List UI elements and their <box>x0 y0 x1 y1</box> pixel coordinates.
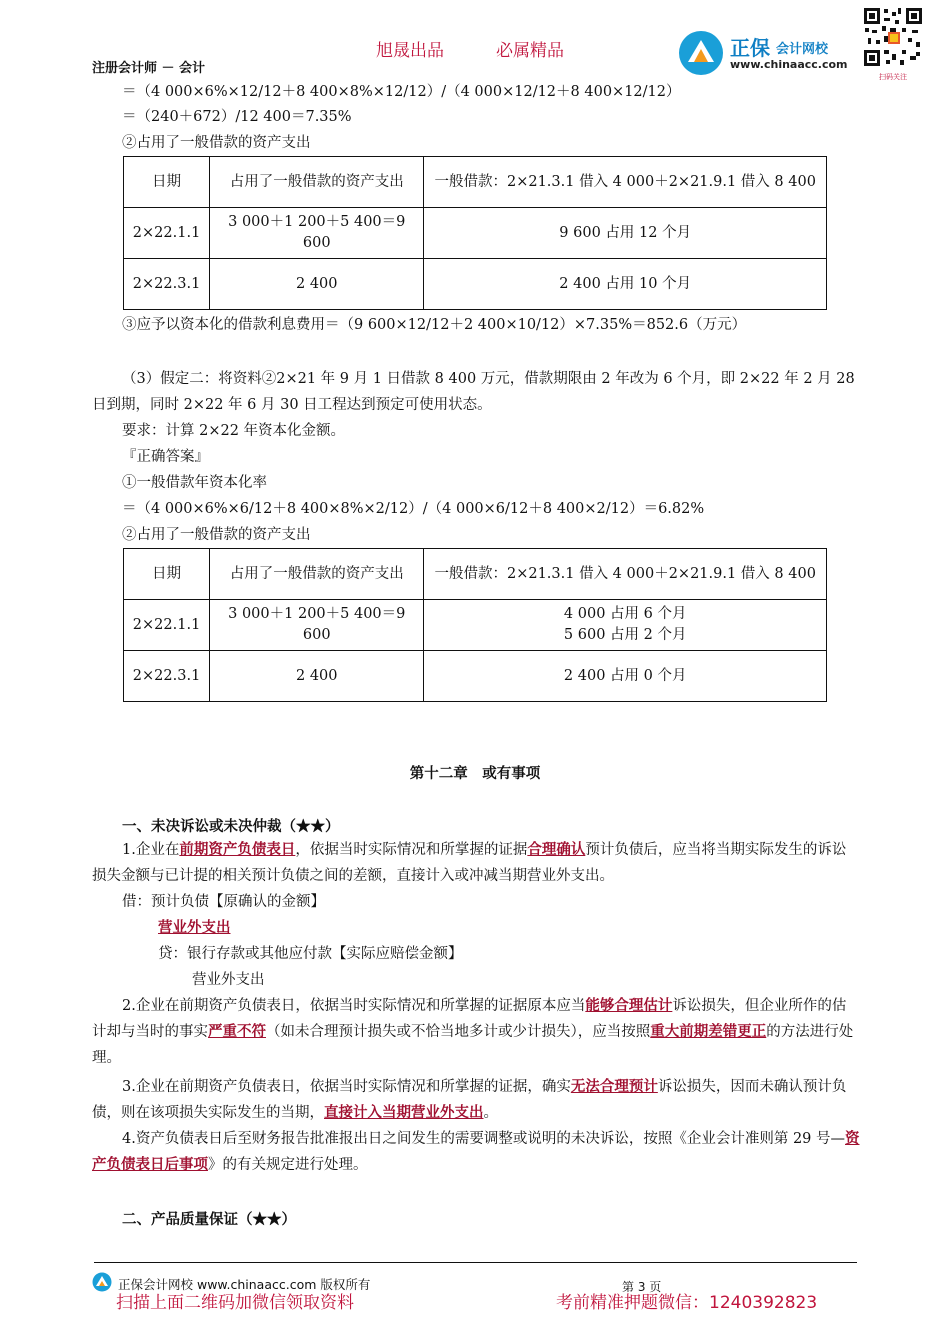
footer-page-number: 第 3 页 <box>622 1280 662 1294</box>
header-slogan-left: 旭晟出品 <box>376 41 444 61</box>
header-course: 注册会计师 － 会计 <box>92 61 206 76</box>
footer-promo-right: 考前精准押题微信：1240392823 <box>556 1293 818 1313</box>
answer-label: 『正确答案』 <box>122 449 209 465</box>
paragraph-3 <box>92 1074 860 1126</box>
text-run: 的方法进行处理。 <box>92 1024 854 1066</box>
footer-logo-icon <box>92 1272 112 1292</box>
text-run: （如未合理预计损失或不恰当地多计或少计损失），应当按照 <box>266 1024 651 1040</box>
table-row <box>124 259 827 310</box>
table-header-cell: 一般借款：2×21.3.1 借入 4 000＋2×21.9.1 借入 8 400 <box>424 549 827 600</box>
table-header-cell: 占用了一般借款的资产支出 <box>210 157 424 208</box>
table-header-cell: 日期 <box>124 549 210 600</box>
rate-formula: ＝（4 000×6%×6/12＋8 400×8%×2/12）/（4 000×6/12＋8 400×2/12）＝6.82% <box>122 501 705 517</box>
brand-url: www.chinaacc.com <box>730 58 848 71</box>
brand-sub: 会计网校 <box>776 42 829 57</box>
journal-credit-2: 营业外支出 <box>192 972 265 988</box>
capitalized-interest-result: ③应予以资本化的借款利息费用＝（9 600×12/12＋2 400×10/12）×7.35%＝852.6（万元） <box>122 317 747 333</box>
header-slogan-right: 必属精品 <box>496 41 564 61</box>
text-run: 诉讼损失，因而未确认预计负债，则在该项损失实际发生的当期， <box>92 1079 847 1121</box>
table-cell <box>424 600 827 651</box>
highlight-term: 无法合理预计 <box>570 1078 658 1095</box>
rate-title: ①一般借款年资本化率 <box>122 475 267 491</box>
footer-divider <box>94 1262 857 1263</box>
highlight-term: 直接计入当期营业外支出 <box>324 1104 484 1121</box>
journal-debit-2: 营业外支出 <box>158 919 231 936</box>
text-run: 预计负债后，应当将当期实际发生的诉讼损失金额与已计提的相关预计负债之间的差额，直接计入或冲减当期营业外支出。 <box>92 842 847 884</box>
qr-caption: 扫码关注 <box>879 73 907 81</box>
text-run: 》的有关规定进行处理。 <box>208 1157 368 1173</box>
qr-code <box>862 6 924 90</box>
table-row <box>124 651 827 702</box>
table-cell: 2 400 <box>210 651 424 702</box>
expenditure-table-1 <box>123 156 827 310</box>
table-cell-date: 2×22.3.1 <box>124 651 210 702</box>
table-header-row <box>124 549 827 600</box>
table-cell-date: 2×22.1.1 <box>124 600 210 651</box>
table-cell-date: 2×22.3.1 <box>124 259 210 310</box>
highlight-term: 重大前期差错更正 <box>650 1023 767 1040</box>
table-header-row <box>124 157 827 208</box>
text-run: 诉讼损失，但企业所作的估计却与当时的事实 <box>92 998 847 1040</box>
subtitle-asset-expenditure-2: ②占用了一般借款的资产支出 <box>122 527 311 543</box>
assumption-two: （3）假定二：将资料②2×21 年 9 月 1 日借款 8 400 万元，借款期限由 2 年改为 6 个月，即 2×22 年 2 月 28 日到期，同时 2×22 年 6 月 30 日工程达到预定可使用状态。 <box>92 371 855 413</box>
highlight-term: 合理确认 <box>527 841 586 858</box>
text-run: ，依据当时实际情况和所掌握的证据 <box>295 842 528 858</box>
subtitle-asset-expenditure-1: ②占用了一般借款的资产支出 <box>122 135 311 151</box>
table-cell: 2 400 <box>210 259 424 310</box>
journal-credit: 贷：银行存款或其他应付款【实际应赔偿金额】 <box>158 946 463 962</box>
paragraph-1 <box>92 837 860 889</box>
table-cell: 9 600 占用 12 个月 <box>424 208 827 259</box>
expenditure-table-2 <box>123 548 827 702</box>
text-run: 3.企业在前期资产负债表日，依据当时实际情况和所掌握的证据，确实 <box>122 1079 571 1095</box>
table-cell-date: 2×22.1.1 <box>124 208 210 259</box>
brand-name: 正保 <box>730 36 770 60</box>
section-heading-2: 二、产品质量保证（★★） <box>122 1211 296 1228</box>
formula-line-2: ＝（240＋672）/12 400＝7.35% <box>122 109 352 125</box>
footer-promo-left: 扫描上面二维码加微信领取资料 <box>116 1293 354 1313</box>
highlight-term: 资产负债表日后事项 <box>92 1130 860 1173</box>
paragraph-2 <box>92 993 860 1071</box>
highlight-term: 严重不符 <box>208 1023 266 1040</box>
brand-logo <box>678 30 858 78</box>
table-cell-line: 5 600 占用 2 个月 <box>563 627 687 643</box>
text-run: 4.资产负债表日后至财务报告批准报出日之间发生的需要调整或说明的未决诉讼，按照《企业会计准则第 29 号— <box>122 1131 845 1147</box>
highlight-term: 能够合理估计 <box>585 997 673 1014</box>
logo-icon <box>678 30 724 76</box>
table-row <box>124 208 827 259</box>
footer-copyright: 正保会计网校 www.chinaacc.com 版权所有 <box>118 1277 371 1292</box>
table-row <box>124 600 827 651</box>
text-run: 2.企业在前期资产负债表日，依据当时实际情况和所掌握的证据原本应当 <box>122 998 586 1014</box>
formula-line-1: ＝（4 000×6%×12/12＋8 400×8%×12/12）/（4 000×12/12＋8 400×12/12） <box>122 84 681 100</box>
table-cell: 3 000＋1 200＋5 400＝9 600 <box>210 208 424 259</box>
table-header-cell: 日期 <box>124 157 210 208</box>
table-header-cell: 一般借款：2×21.3.1 借入 4 000＋2×21.9.1 借入 8 400 <box>424 157 827 208</box>
journal-debit: 借：预计负债【原确认的金额】 <box>122 894 325 910</box>
paragraph-4 <box>92 1126 860 1178</box>
text-run: 。 <box>483 1105 498 1121</box>
section-heading-1: 一、未决诉讼或未决仲裁（★★） <box>122 818 340 835</box>
text-run: 1.企业在 <box>122 842 180 858</box>
qr-code-icon <box>862 6 924 68</box>
chapter-title: 第十二章 或有事项 <box>409 765 541 782</box>
table-cell-line: 4 000 占用 6 个月 <box>563 606 687 622</box>
table-cell: 2 400 占用 10 个月 <box>424 259 827 310</box>
requirement: 要求：计算 2×22 年资本化金额。 <box>122 423 346 439</box>
table-cell: 3 000＋1 200＋5 400＝9 600 <box>210 600 424 651</box>
table-cell: 2 400 占用 0 个月 <box>424 651 827 702</box>
table-header-cell: 占用了一般借款的资产支出 <box>210 549 424 600</box>
highlight-term: 前期资产负债表日 <box>179 841 296 858</box>
